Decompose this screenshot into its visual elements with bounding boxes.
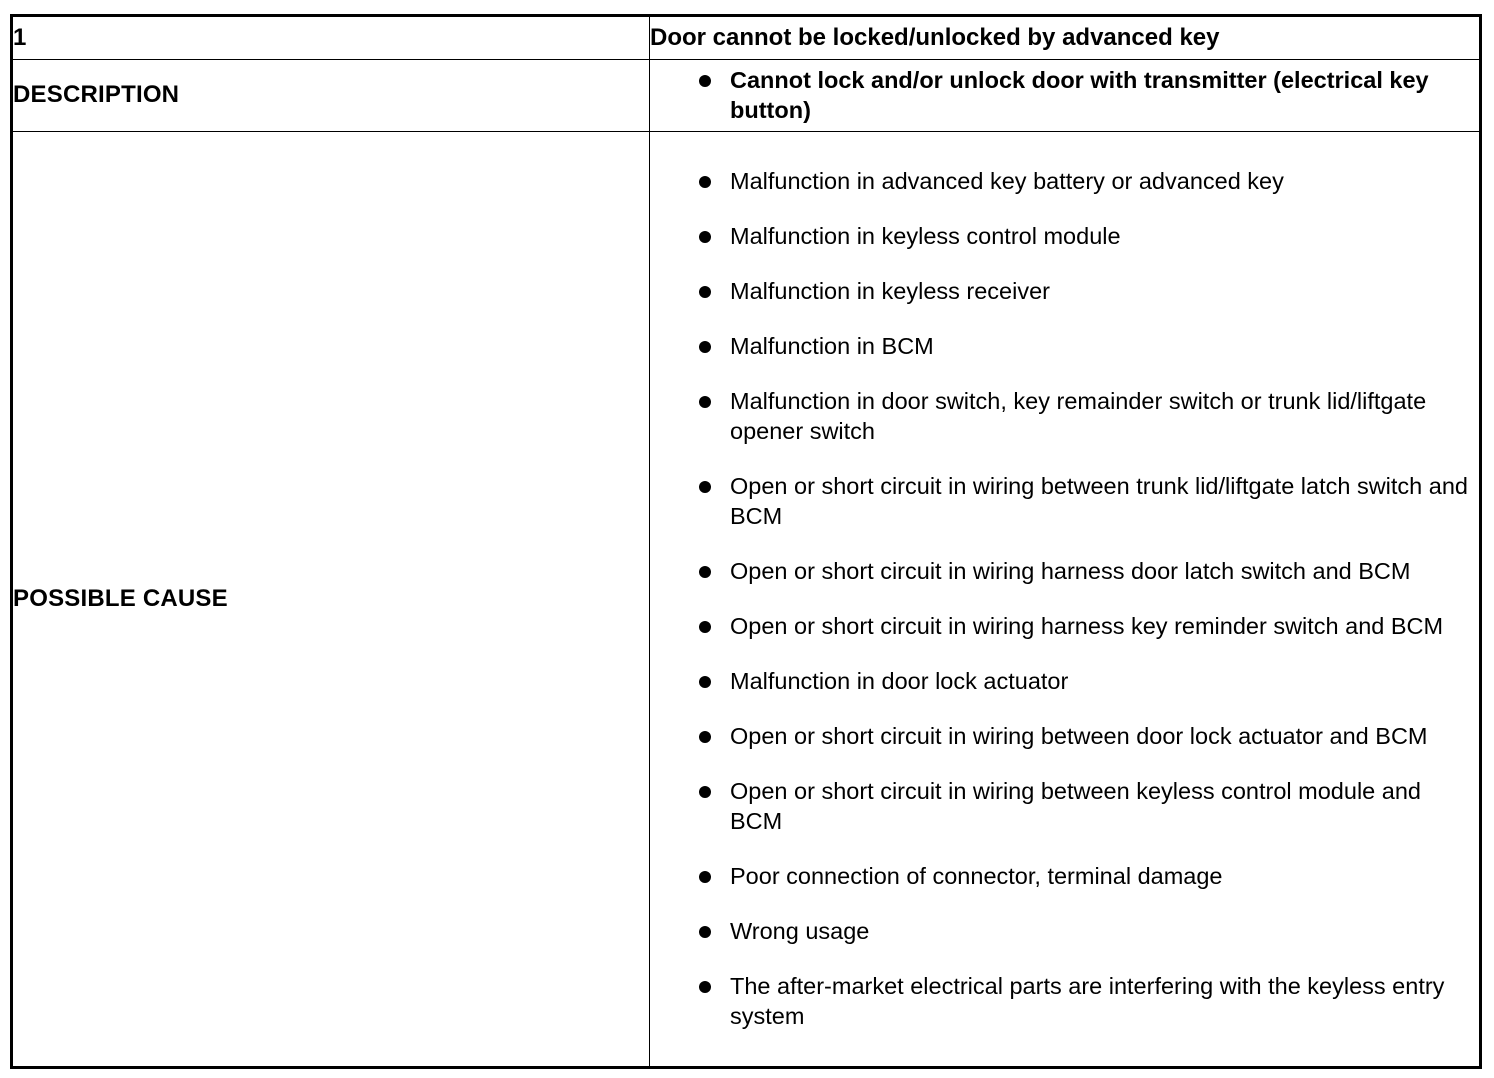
cause-text: Open or short circuit in wiring between door lock actuator and BCM xyxy=(730,723,1428,750)
possible-cause-cell xyxy=(650,131,1480,1066)
cause-item xyxy=(650,276,1479,306)
bullet-icon xyxy=(699,286,711,298)
description-cell xyxy=(650,59,1480,131)
cause-text: Open or short circuit in wiring harness key reminder switch and BCM xyxy=(730,613,1444,640)
possible-cause-list xyxy=(650,166,1479,1031)
cause-text: Malfunction in advanced key battery or advanced key xyxy=(730,168,1284,195)
cause-text: Malfunction in keyless receiver xyxy=(730,278,1050,305)
cause-text: Open or short circuit in wiring between keyless control module and BCM xyxy=(730,778,1421,835)
bullet-icon xyxy=(699,231,711,243)
cause-text: Wrong usage xyxy=(730,918,870,945)
cause-item xyxy=(650,721,1479,751)
cause-item xyxy=(650,556,1479,586)
possible-cause-label: POSSIBLE CAUSE xyxy=(13,131,650,1066)
cause-text: Malfunction in BCM xyxy=(730,333,934,360)
description-list xyxy=(650,65,1479,125)
description-row xyxy=(13,59,1479,131)
cause-text: Open or short circuit in wiring between trunk lid/liftgate latch switch and BCM xyxy=(730,473,1468,530)
bullet-icon xyxy=(699,676,711,688)
bullet-icon xyxy=(699,75,711,87)
description-item xyxy=(650,65,1479,125)
possible-cause-row xyxy=(13,131,1479,1066)
description-label: DESCRIPTION xyxy=(13,59,650,131)
cause-text: Open or short circuit in wiring harness door latch switch and BCM xyxy=(730,558,1411,585)
bullet-icon xyxy=(699,176,711,188)
diagnosis-table-frame xyxy=(10,14,1482,1069)
cause-item xyxy=(650,611,1479,641)
bullet-icon xyxy=(699,341,711,353)
cause-text: The after-market electrical parts are interfering with the keyless entry system xyxy=(730,973,1445,1030)
cause-text: Malfunction in door lock actuator xyxy=(730,668,1069,695)
cause-text: Poor connection of connector, terminal damage xyxy=(730,863,1223,890)
bullet-icon xyxy=(699,566,711,578)
issue-number: 1 xyxy=(13,17,650,59)
cause-item xyxy=(650,386,1479,446)
cause-text: Malfunction in keyless control module xyxy=(730,223,1121,250)
cause-item xyxy=(650,861,1479,891)
bullet-icon xyxy=(699,926,711,938)
cause-item xyxy=(650,331,1479,361)
diagnosis-table xyxy=(13,17,1479,1066)
bullet-icon xyxy=(699,871,711,883)
header-row xyxy=(13,17,1479,59)
cause-item xyxy=(650,916,1479,946)
cause-item xyxy=(650,221,1479,251)
cause-item xyxy=(650,166,1479,196)
bullet-icon xyxy=(699,786,711,798)
cause-item xyxy=(650,971,1479,1031)
bullet-icon xyxy=(699,731,711,743)
bullet-icon xyxy=(699,981,711,993)
cause-item xyxy=(650,666,1479,696)
issue-title: Door cannot be locked/unlocked by advanced key xyxy=(650,17,1480,59)
cause-item xyxy=(650,776,1479,836)
description-text: Cannot lock and/or unlock door with transmitter (electrical key button) xyxy=(730,67,1429,123)
cause-item xyxy=(650,471,1479,531)
bullet-icon xyxy=(699,621,711,633)
bullet-icon xyxy=(699,481,711,493)
cause-text: Malfunction in door switch, key remainder switch or trunk lid/liftgate opener switch xyxy=(730,388,1427,445)
bullet-icon xyxy=(699,396,711,408)
